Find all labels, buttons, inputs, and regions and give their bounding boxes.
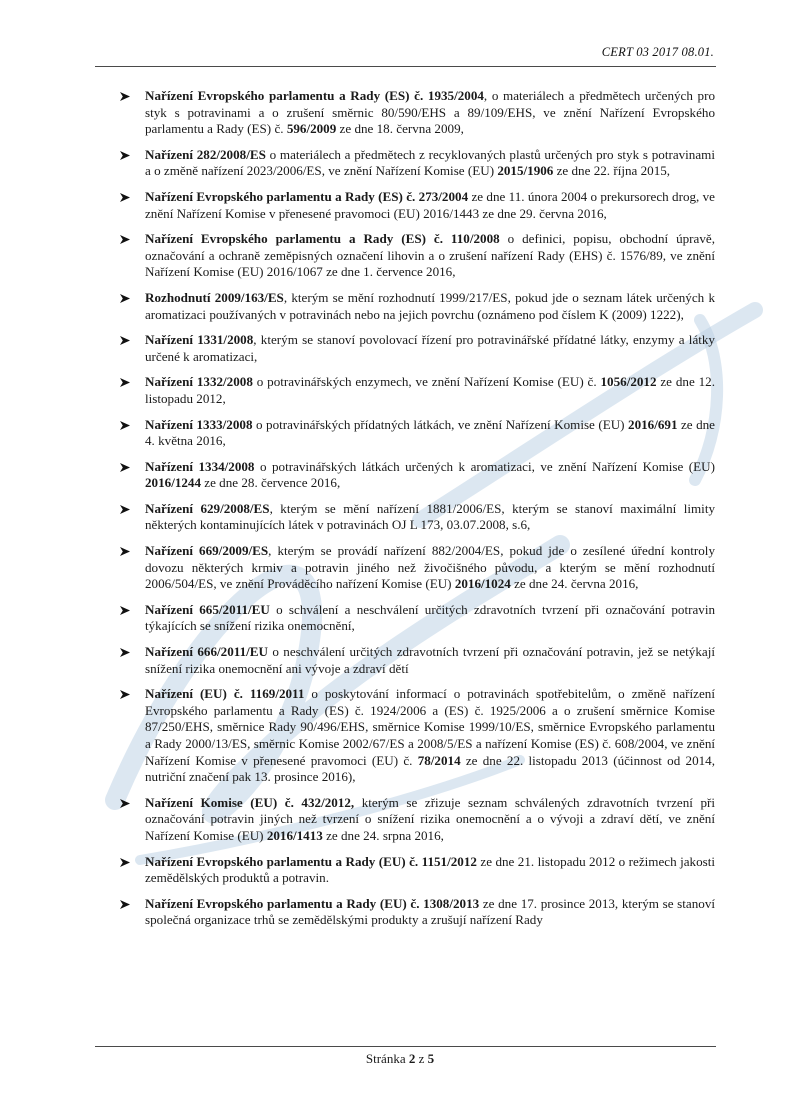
arrowhead-right-icon xyxy=(119,335,131,346)
regulation-text: Nařízení 1332/2008 o potravinářských enzymech, ve znění Nařízení Komise (EU) č. 1056/2012 ze dne 12. listopadu 2012, xyxy=(145,374,715,406)
regulation-item xyxy=(118,459,715,492)
regulation-text: Nařízení Evropského parlamentu a Rady (ES) č. 273/2004 ze dne 11. února 2004 o prekursorech drog, ve znění Nařízení Komise v přenesené pravomoci (EU) 2016/1443 ze dne 29. června 2016, xyxy=(145,188,715,221)
regulation-item xyxy=(118,231,715,281)
regulation-item xyxy=(118,374,715,407)
regulation-text: Nařízení Evropského parlamentu a Rady (EU) č. 1308/2013 ze dne 17. prosince 2013, kterým se stanoví společná organizace trhů se zemědělskými produkty a zrušují nařízení Rady xyxy=(145,895,716,928)
regulation-item xyxy=(118,896,715,929)
regulation-text: Nařízení Komise (EU) č. 432/2012, kterým se zřizuje seznam schválených zdravotních tvrzení při označování potravin jiných než tvrzení o snížení rizika onemocnění a o vývoji a zdraví dětí, ve znění Nařízení Komise (EU) 2016/1413 ze dne 24. srpna 2016, xyxy=(145,794,716,843)
arrowhead-right-icon xyxy=(119,857,131,868)
regulation-item xyxy=(118,686,715,786)
regulation-item xyxy=(118,189,715,222)
regulation-list xyxy=(118,88,715,938)
regulation-text: Rozhodnutí 2009/163/ES, kterým se mění rozhodnutí 1999/217/ES, pokud jde o seznam látek určených k aromatizaci používaných v potravinách nebo na jejich povrchu (oznámeno pod číslem K (2009) 1222), xyxy=(145,289,715,322)
regulation-text: Nařízení Evropského parlamentu a Rady (ES) č. 110/2008 o definici, popisu, obchodní úpravě, označování a ochraně zeměpisných označení lihovin a o zrušení nařízení Rady (EHS) č. 1576/89, ve znění Nařízení Komise (EU) 2016/1067 ze dne 1. července 2016, xyxy=(145,231,715,280)
regulation-text: Nařízení 1334/2008 o potravinářských látkách určených k aromatizaci, ve znění Nařízení Komise (EU) 2016/1244 ze dne 28. července 2016, xyxy=(145,458,715,491)
regulation-item xyxy=(118,501,715,534)
regulation-text: Nařízení Evropského parlamentu a Rady (EU) č. 1151/2012 ze dne 21. listopadu 2012 o režimech jakosti zemědělských produktů a potravin. xyxy=(145,853,716,886)
header-rule xyxy=(95,66,716,67)
arrowhead-right-icon xyxy=(119,150,131,161)
regulation-item xyxy=(118,795,715,845)
regulation-item xyxy=(118,147,715,180)
arrowhead-right-icon xyxy=(119,647,131,658)
regulation-text: Nařízení 629/2008/ES, kterým se mění nařízení 1881/2006/ES, kterým se stanoví maximální limity některých kontaminujících látek v potravinách OJ L 173, 03.07.2008, s.6, xyxy=(145,500,716,533)
regulation-text: Nařízení 666/2011/EU o neschválení určitých zdravotních tvrzení při označování potravin, jež se netýkají snížení rizika onemocnění ani vývoje a zdraví dětí xyxy=(145,644,715,676)
arrowhead-right-icon xyxy=(119,546,131,557)
arrowhead-right-icon xyxy=(119,192,131,203)
arrowhead-right-icon xyxy=(119,689,131,700)
regulation-item xyxy=(118,644,715,677)
regulation-item xyxy=(118,332,715,365)
footer-rule xyxy=(95,1046,716,1047)
arrowhead-right-icon xyxy=(119,899,131,910)
regulation-text: Nařízení 669/2009/ES, kterým se provádí nařízení 882/2004/ES, pokud jde o zesílené úřední kontroly dovozu některých krmiv a potravin jiného než živočišného původu, a kterým se mění rozhodnutí 2006/504/ES, ve znění Prováděcího nařízení Komise (EU) 2016/1024 ze dne 24. června 2016, xyxy=(145,543,715,592)
arrowhead-right-icon xyxy=(119,234,131,245)
page-number: Stránka 2 z 5 xyxy=(365,1051,435,1066)
regulation-text: Nařízení 1333/2008 o potravinářských přídatných látkách, ve znění Nařízení Komise (EU) 2016/691 ze dne 4. května 2016, xyxy=(145,416,715,449)
document-code: CERT 03 2017 08.01. xyxy=(601,45,714,59)
regulation-item xyxy=(118,417,715,450)
arrowhead-right-icon xyxy=(119,293,131,304)
regulation-item xyxy=(118,290,715,323)
arrowhead-right-icon xyxy=(119,462,131,473)
regulation-item xyxy=(118,543,715,593)
regulation-item xyxy=(118,88,715,138)
regulation-text: Nařízení Evropského parlamentu a Rady (ES) č. 1935/2004, o materiálech a předmětech určených pro styk s potravinami a o zrušení směrnic 80/590/EHS a 89/109/EHS, ve znění Nařízení Evropského parlamentu a Rady (ES) č. 596/2009 ze dne 18. června 2009, xyxy=(145,88,716,137)
arrowhead-right-icon xyxy=(119,504,131,515)
regulation-text: Nařízení 665/2011/EU o schválení a neschválení určitých zdravotních tvrzení při označování potravin týkajících se snížení rizika onemocnění, xyxy=(145,601,716,634)
regulation-text: Nařízení (EU) č. 1169/2011 o poskytování informací o potravinách spotřebitelům, o změně nařízení Evropského parlamentu a Rady (ES) č. 1924/2006 a (ES) č. 1925/2006 a o zrušení směrnice Komise 87/250/EHS, směrnice Rady 90/496/EHS, směrnice Komise 1999/10/ES, směrnice Evropského parlamentu a Rady 2000/13/ES, směrnic Komise 2002/67/ES a 2008/5/ES a nařízení Komise (ES) č. 608/2004, ve znění Nařízení Komise v přenesené pravomoci (EU) č. 78/2014 ze dne 22. listopadu 2013 (účinnost od 2014, nutriční značení pak 13. prosince 2016), xyxy=(145,686,715,785)
arrowhead-right-icon xyxy=(119,377,131,388)
regulation-text: Nařízení 1331/2008, kterým se stanoví povolovací řízení pro potravinářské přídatné látky, enzymy a látky určené k aromatizaci, xyxy=(145,332,715,364)
arrowhead-right-icon xyxy=(119,420,131,431)
arrowhead-right-icon xyxy=(119,798,131,809)
regulation-item xyxy=(118,602,715,635)
arrowhead-right-icon xyxy=(119,91,131,102)
regulation-text: Nařízení 282/2008/ES o materiálech a předmětech z recyklovaných plastů určených pro styk s potravinami a o změně nařízení 2023/2006/ES, ve znění Nařízení Komise (EU) 2015/1906 ze dne 22. října 2015, xyxy=(145,146,715,179)
arrowhead-right-icon xyxy=(119,605,131,616)
regulation-item xyxy=(118,854,715,887)
